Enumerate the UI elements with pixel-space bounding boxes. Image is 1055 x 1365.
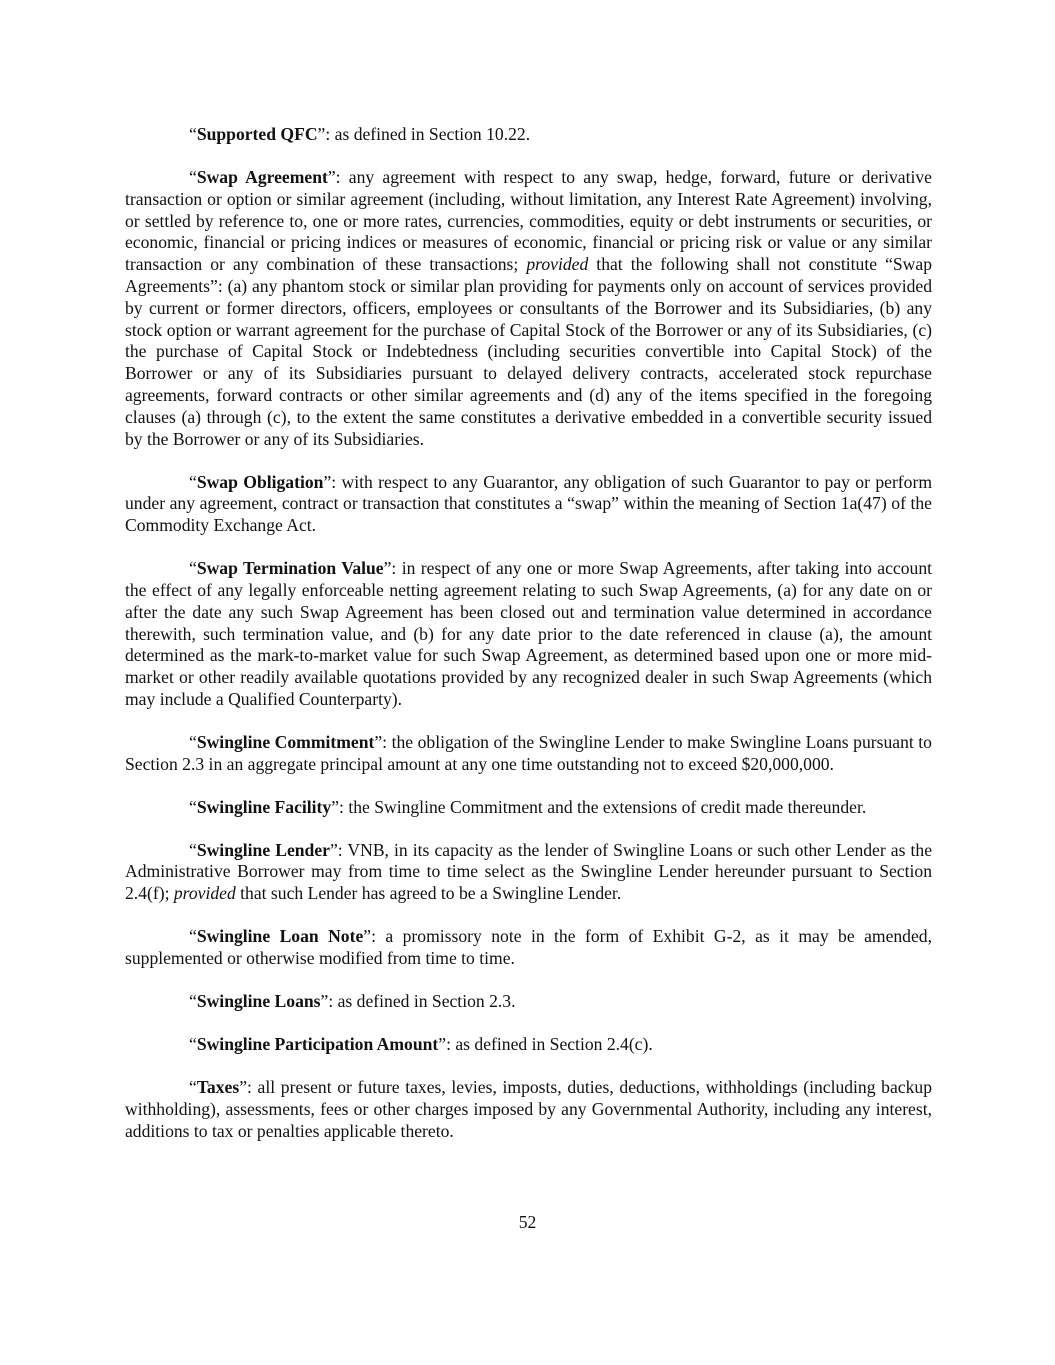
defined-term: Swingline Participation Amount — [196, 1033, 439, 1054]
definition-text: : as defined in Section 10.22. — [325, 124, 531, 144]
definition-paragraph: “Swap Obligation”: with respect to any Guarantor, any obligation of such Guarantor to pay or perform under any agreement, contract or transaction that constitutes a “swap” within the meaning of Section 1a(47) of the Commodity Exchange Act. — [125, 471, 933, 536]
defined-term: Swap Termination Value — [196, 558, 384, 579]
defined-term: Swap Agreement — [196, 166, 328, 187]
definitions-list — [125, 124, 932, 1142]
definition-text: : as defined in Section 2.4(c). — [446, 1033, 653, 1054]
defined-term: Swingline Loan Note — [196, 926, 364, 947]
definition-paragraph: “Supported QFC”: as defined in Section 10.22. — [189, 124, 531, 144]
definition-paragraph: “Swingline Commitment”: the obligation of the Swingline Lender to make Swingline Loans pursuant to Section 2.3 in an aggregate principal amount at any one time outstanding not to exceed $20,000,000. — [125, 731, 932, 774]
definition-text: : all present or future taxes, levies, imposts, duties, deductions, withholdings (including backup withholding), assessments, fees or other charges imposed by any Governmental Authority, including any interest, additions to tax or penalties applicable thereto. — [125, 1076, 932, 1141]
defined-term: Swingline Loans — [196, 991, 321, 1011]
definition-paragraph: “Swingline Lender”: VNB, in its capacity as the lender of Swingline Loans or such other Lender as the Administrative Borrower may from time to time select as the Swingline Lender hereunder pursuant to Section 2.4(f); provided that such Lender has agreed to be a Swingline Lender. — [125, 839, 932, 904]
italic-text: provided — [526, 254, 589, 275]
page-number: 52 — [518, 1212, 537, 1232]
definition-paragraph: “Swap Agreement”: any agreement with respect to any swap, hedge, forward, future or derivative transaction or option or similar agreement (including, without limitation, any Interest Rate Agreement) involving, or settled by reference to, one or more rates, currencies, commodities, equity or debt instruments or securities, or economic, financial or pricing indices or measures of economic, financial or pricing risk or value or any similar transaction or any combination of these transactions; provided that the following shall not constitute “Swap Agreements”: (a) any phantom stock or similar plan providing for payments only on account of services provided by current or former directors, officers, employees or consultants of the Borrower and its Subsidiaries, (b) any stock option or warrant agreement for the purchase of Capital Stock of the Borrower or any of its Subsidiaries, (c) the purchase of Capital Stock or Indebtedness (including securities convertible into Capital Stock) of the Borrower or any of its Subsidiaries pursuant to delayed delivery contracts, accelerated stock repurchase agreements, forward contracts or other similar agreements and (d) any of the items specified in the foregoing clauses (a) through (c), to the extent the same constitutes a derivative embedded in a convertible security issued by the Borrower or any of its Subsidiaries. — [125, 166, 932, 449]
definition-text: : any agreement with respect to any swap, hedge, forward, future or derivative transaction or option or similar agreement (including, without limitation, any Interest Rate Agreement) involving, or settled by reference to, one or more rates, currencies, commodities, equity or debt instruments or securities, or economic, financial or pricing indices or measures of economic, financial or pricing risk or value or any similar transaction or any combination of these transactions; — [125, 166, 932, 275]
definition-paragraph: “Swap Termination Value”: in respect of any one or more Swap Agreements, after taking into account the effect of any legally enforceable netting agreement relating to such Swap Agreements, (a) for any date on or after the date any such Swap Agreement has been closed out and termination value determined in accordance therewith, such termination value, and (b) for any date prior to the date referenced in clause (a), the amount determined as the mark-to-market value for such Swap Agreement, as determined based upon one or more mid-market or other readily available quotations provided by any recognized dealer in such Swap Agreements (which may include a Qualified Counterparty). — [125, 558, 933, 709]
definition-paragraph: “Swingline Facility”: the Swingline Commitment and the extensions of credit made thereunder. — [189, 796, 867, 817]
definition-paragraph: “Taxes”: all present or future taxes, levies, imposts, duties, deductions, withholdings (including backup withholding), assessments, fees or other charges imposed by any Governmental Authority, including any interest, additions to tax or penalties applicable thereto. — [125, 1076, 932, 1141]
definition-text: : the obligation of the Swingline Lender to make Swingline Loans pursuant to Section 2.3 in an aggregate principal amount at any one time outstanding not to exceed $20,000,000. — [125, 731, 932, 774]
definition-text: : as defined in Section 2.3. — [328, 991, 516, 1011]
definition-paragraph: “Swingline Loans”: as defined in Section 2.3. — [189, 991, 516, 1011]
definition-text: : in respect of any one or more Swap Agreements, after taking into account the effect of any legally enforceable netting agreement relating to such Swap Agreements, (a) for any date on or after the date any such Swap Agreement has been closed out and termination value determined in accordance therewith, such termination value, and (b) for any date prior to the date referenced in clause (a), the amount determined as the mark-to-market value for such Swap Agreement, as determined based upon one or more mid-market or other readily available quotations provided by any recognized dealer in such Swap Agreements (which may include a Qualified Counterparty). — [125, 558, 933, 709]
definition-paragraph: “Swingline Participation Amount”: as defined in Section 2.4(c). — [189, 1033, 653, 1054]
defined-term: Swap Obligation — [196, 471, 324, 492]
document-page — [125, 124, 932, 1164]
definition-paragraph: “Swingline Loan Note”: a promissory note in the form of Exhibit G-2, as it may be amended, supplemented or otherwise modified from time to time. — [125, 926, 932, 969]
definition-text: : the Swingline Commitment and the extensions of credit made thereunder. — [339, 796, 867, 817]
defined-term: Supported QFC — [196, 124, 318, 144]
defined-term: Taxes — [196, 1076, 240, 1097]
definition-text: : with respect to any Guarantor, any obligation of such Guarantor to pay or perform under any agreement, contract or transaction that constitutes a “swap” within the meaning of Section 1a(47) of the Commodity Exchange Act. — [125, 471, 933, 536]
italic-text: provided — [173, 883, 236, 904]
definition-text: that such Lender has agreed to be a Swingline Lender. — [235, 883, 622, 904]
defined-term: Swingline Lender — [196, 839, 330, 860]
defined-term: Swingline Commitment — [196, 731, 375, 752]
definition-text: that the following shall not constitute “Swap Agreements”: (a) any phantom stock or similar plan providing for payments only on account of services provided by current or former directors, officers, employees or consultants of the Borrower and its Subsidiaries, (b) any stock option or warrant agreement for the purchase of Capital Stock of the Borrower or any of its Subsidiaries, (c) the purchase of Capital Stock or Indebtedness (including securities convertible into Capital Stock) of the Borrower or any of its Subsidiaries pursuant to delayed delivery contracts, accelerated stock repurchase agreements, forward contracts or other similar agreements and (d) any of the items specified in the foregoing clauses (a) through (c), to the extent the same constitutes a derivative embedded in a convertible security issued by the Borrower or any of its Subsidiaries. — [125, 254, 932, 449]
definition-text: : a promissory note in the form of Exhibit G-2, as it may be amended, supplemented or otherwise modified from time to time. — [125, 926, 932, 969]
definition-text: : VNB, in its capacity as the lender of Swingline Loans or such other Lender as the Administrative Borrower may from time to time select as the Swingline Lender hereunder pursuant to Section 2.4(f); — [125, 839, 932, 904]
defined-term: Swingline Facility — [196, 796, 332, 817]
